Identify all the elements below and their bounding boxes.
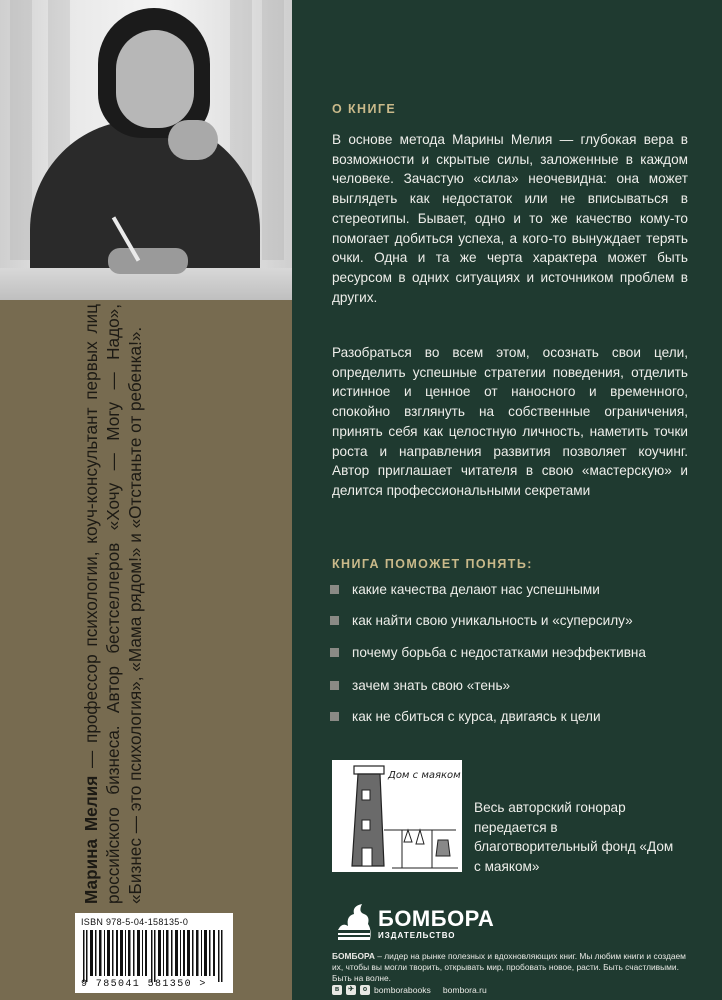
about-paragraph-1: В основе метода Марины Мелия — глубокая вера в возможности и скрытые силы, заложенные в каждом человеке. Зачастую «сила» неочевидна: она может выглядеть как недостаток или не вписываться в стереотипы. Бывает, одно и то же качество кому-то помогает добиться успеха, а кого-то вынуждает терять очки. Одна и та же черта характера может быть ресурсом в одних ситуациях и источником проблем в других. bbox=[332, 132, 688, 305]
bullet-square-icon bbox=[330, 681, 339, 690]
publisher-name: БОМБОРА bbox=[378, 906, 495, 931]
publisher-description: БОМБОРА – лидер на рынке полезных и вдохновляющих книг. Мы любим книги и создаем их, чтобы вы могли творить, открывать мир, пробовать новое, расти. Быть счастливыми. Быть на волне. bbox=[332, 951, 686, 983]
isbn-barcode bbox=[75, 913, 233, 993]
about-paragraph-2: Разобраться во всем этом, осознать свои цели, определить успешные стратегии поведения, отделить истинное и ценное от наносного и временного, спокойно взглянуть на собственные ограничения, принять себя как целостную личность, наметить точки роста и направления развития позволяет коучинг. Автор приглашает читателя в свою «мастерскую» и делится профессиональными секретами bbox=[332, 345, 688, 498]
left-panel bbox=[0, 0, 292, 1000]
publisher-sub: ИЗДАТЕЛЬСТВО bbox=[378, 931, 456, 940]
vk-icon: в bbox=[332, 985, 342, 995]
author-name: Марина Мелия bbox=[81, 775, 101, 904]
barcode-icon bbox=[81, 930, 227, 982]
ok-icon: о bbox=[360, 985, 370, 995]
publisher-site: bombora.ru bbox=[442, 985, 487, 995]
list-item: зачем знать свою «тень» bbox=[330, 676, 690, 696]
author-photo bbox=[0, 0, 292, 300]
list-item: как найти свою уникальность и «суперсилу» bbox=[330, 611, 690, 631]
telegram-icon: ✈ bbox=[346, 985, 356, 995]
bombora-wave-icon bbox=[332, 900, 376, 942]
author-bio bbox=[0, 300, 292, 910]
isbn-label: ISBN 978-5-04-158135-0 bbox=[81, 917, 189, 927]
author-bio-body: — профессор психологии, коуч-консультант первых лиц российского бизнеса. Автор бестселлеров «Хочу — Могу — Надо», «Бизнес — это психология», «Мама рядом!» и «Отстаньте от ребенка!». bbox=[81, 304, 146, 904]
list-item: почему борьба с недостатками неэффективна bbox=[330, 643, 690, 663]
list-item: как не сбиться с курса, двигаясь к цели bbox=[330, 707, 690, 727]
charity-lighthouse-drawing bbox=[332, 760, 462, 872]
charity-image-caption: Дом с маяком bbox=[388, 770, 461, 781]
social-handle: bomborabooks bbox=[374, 985, 431, 995]
bullet-square-icon bbox=[330, 712, 339, 721]
charity-text: Весь авторский гонорар передается в благотворительный фонд «Дом с маяком» bbox=[474, 800, 674, 875]
bullet-square-icon bbox=[330, 648, 339, 657]
author-bio-text bbox=[80, 304, 230, 904]
about-heading: О КНИГЕ bbox=[332, 102, 397, 116]
bombora-logo bbox=[332, 900, 502, 944]
list-item: какие качества делают нас успешными bbox=[330, 580, 690, 600]
barcode-digits: 9 785041 581350 > bbox=[81, 979, 207, 990]
right-panel bbox=[292, 0, 722, 1000]
help-heading: КНИГА ПОМОЖЕТ ПОНЯТЬ: bbox=[332, 557, 533, 571]
help-list bbox=[330, 580, 690, 738]
publisher-social bbox=[332, 985, 487, 995]
bullet-square-icon bbox=[330, 585, 339, 594]
bullet-square-icon bbox=[330, 616, 339, 625]
